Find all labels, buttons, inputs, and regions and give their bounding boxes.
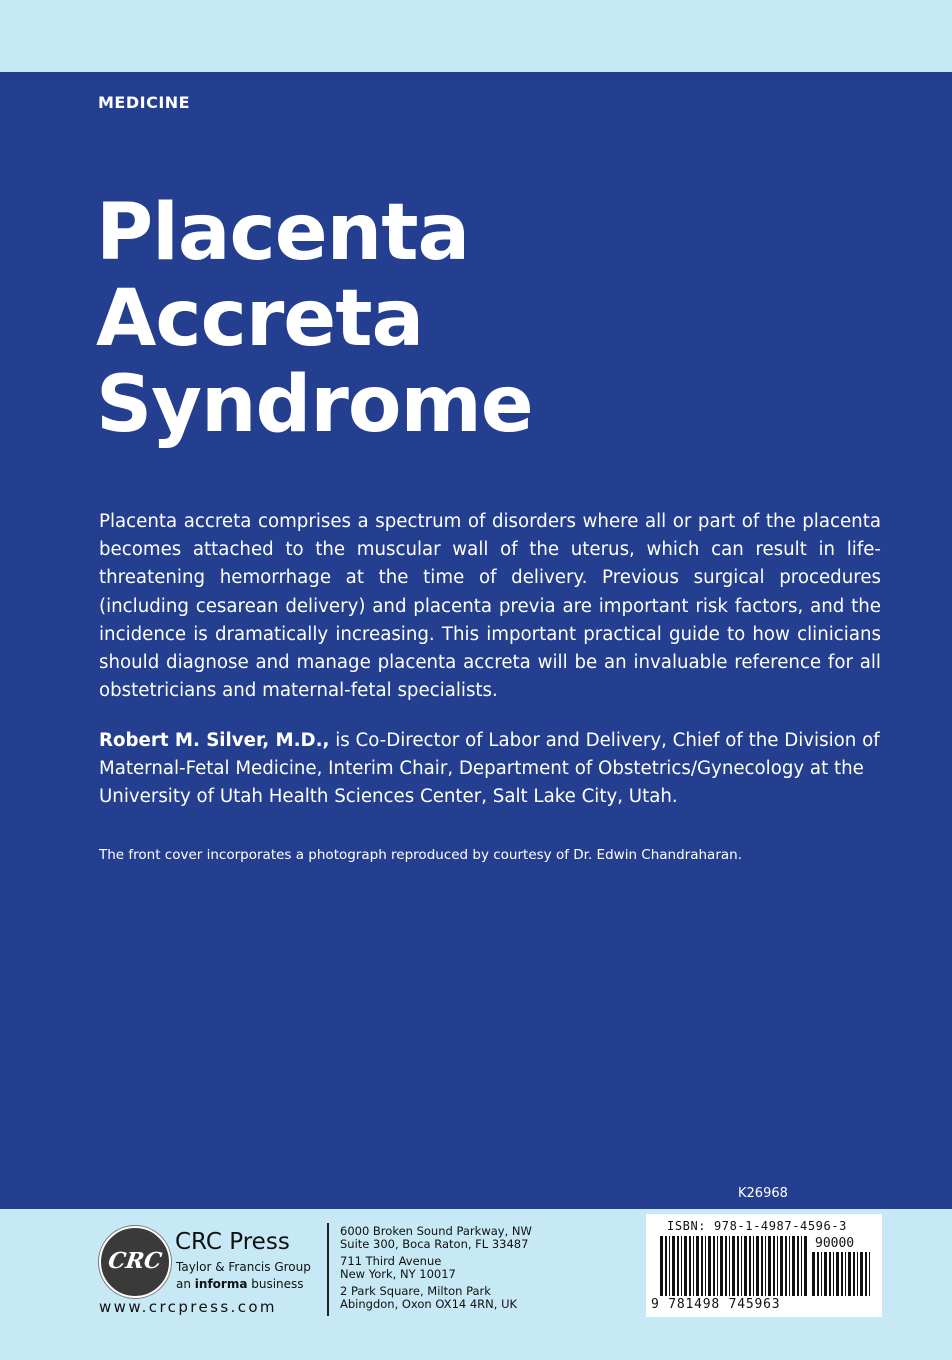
address-3-line-2: Abingdon, Oxon OX14 4RN, UK [340,1297,518,1311]
title-line-1: Placenta [96,188,470,278]
author-name: Robert M. Silver, M.D., [99,730,330,751]
barcode-bar [817,1252,819,1296]
barcode-bar [829,1252,831,1296]
photo-credit: The front cover incorporates a photograph reproduced by courtesy of Dr. Edwin Chandraharan. [99,847,742,863]
barcode-bar [812,1252,815,1296]
barcode-bar [729,1236,730,1296]
barcode-bar [689,1236,691,1296]
barcode-bar [681,1236,682,1296]
address-divider [327,1223,329,1316]
address-2-line-1: 711 Third Avenue [340,1254,442,1268]
barcode-bar [732,1236,735,1296]
barcode-bar [857,1252,858,1296]
barcode-bar [672,1236,675,1296]
barcode-bar [836,1252,839,1296]
author-bio-text: is Co-Director of Labor and Delivery, Chief of the Division of Maternal-Fetal Medicine, Interim Chair, Department of Obstetrics/Gynecology at the University of Utah Health Sciences Center, Salt Lake City, Utah. [99,730,880,808]
barcode-bar [821,1252,822,1296]
barcode-bar [756,1236,759,1296]
barcode-bar [845,1252,846,1296]
barcode-bar [696,1236,699,1296]
address-3-line-1: 2 Park Square, Milton Park [340,1284,491,1298]
title-line-3: Syndrome [96,360,533,450]
barcode-bar [660,1236,663,1296]
top-band [0,0,952,72]
publisher-name: CRC Press [175,1229,290,1255]
address-1-line-2: Suite 300, Boca Raton, FL 33487 [340,1237,529,1251]
barcode-bar [749,1236,751,1296]
barcode-bar [792,1236,795,1296]
barcode-bar [833,1252,834,1296]
ean-number: 9 781498 745963 [651,1297,781,1312]
barcode-bar [669,1236,670,1296]
barcode-bar [720,1236,723,1296]
barcode-bar [744,1236,747,1296]
logo-text: CRC [106,1248,164,1274]
business-bold: informa [194,1277,248,1291]
barcode-bar [765,1236,766,1296]
category-label: MEDICINE [98,93,191,112]
barcode-bar [665,1236,667,1296]
book-description: Placenta accreta comprises a spectrum of disorders where all or part of the placenta becomes attached to the muscular wall of the uterus, which can result in life-threatening hemorrhage at the time of delivery. Previous surgical procedures (including cesarean delivery) and placenta previa are important risk factors, and the incidence is dramatically increasing. This important practical guide to how clinicians should diagnose and manage placenta accreta will be an invaluable reference for all obstetricians and maternal-fetal specialists. [99,511,881,702]
barcode-bar [853,1252,855,1296]
barcode-bar [804,1236,807,1296]
barcode-bar [753,1236,754,1296]
barcode-bar [869,1252,870,1296]
barcode-bar [713,1236,715,1296]
business-prefix: an [176,1277,195,1291]
address-1-line-1: 6000 Broken Sound Parkway, NW [340,1224,532,1238]
business-suffix: business [247,1277,304,1291]
barcode-bar [677,1236,679,1296]
barcode-bar [717,1236,718,1296]
publisher-business [176,1276,311,1293]
title-line-2: Accreta [96,274,424,364]
barcode-bar [780,1236,783,1296]
publisher-group: Taylor & Francis Group [176,1260,311,1274]
barcode-bar [797,1236,799,1296]
barcode-bar [725,1236,727,1296]
barcode-bar [801,1236,802,1296]
barcode-bar [708,1236,711,1296]
addon-barcode-bars [812,1252,874,1296]
publisher-addresses [340,1225,532,1311]
barcode-bar [741,1236,742,1296]
publisher-website: www.crcpress.com [99,1298,277,1316]
barcode-bar [737,1236,739,1296]
barcode-bar [848,1252,851,1296]
barcode-bar [773,1236,775,1296]
barcode-bar [865,1252,867,1296]
barcode-bar [777,1236,778,1296]
price-addon-code: 90000 [815,1236,855,1251]
barcode-bar [824,1252,827,1296]
book-title [96,190,533,448]
barcode-bar [789,1236,790,1296]
barcode-bar [768,1236,771,1296]
isbn-text: ISBN: 978-1-4987-4596-3 [667,1219,847,1233]
barcode-bar [841,1252,843,1296]
publisher-group-info [176,1259,311,1293]
barcode-bar [705,1236,706,1296]
barcode-bar [701,1236,703,1296]
barcode-bar [761,1236,763,1296]
author-bio [99,727,881,812]
ean-barcode-bars [660,1236,808,1296]
barcode-bar [860,1252,863,1296]
address-2-line-2: New York, NY 10017 [340,1267,456,1281]
product-code: K26968 [738,1186,788,1201]
barcode-bar [684,1236,687,1296]
crc-logo [99,1226,171,1298]
barcode-bar [693,1236,694,1296]
barcode-bar [785,1236,787,1296]
